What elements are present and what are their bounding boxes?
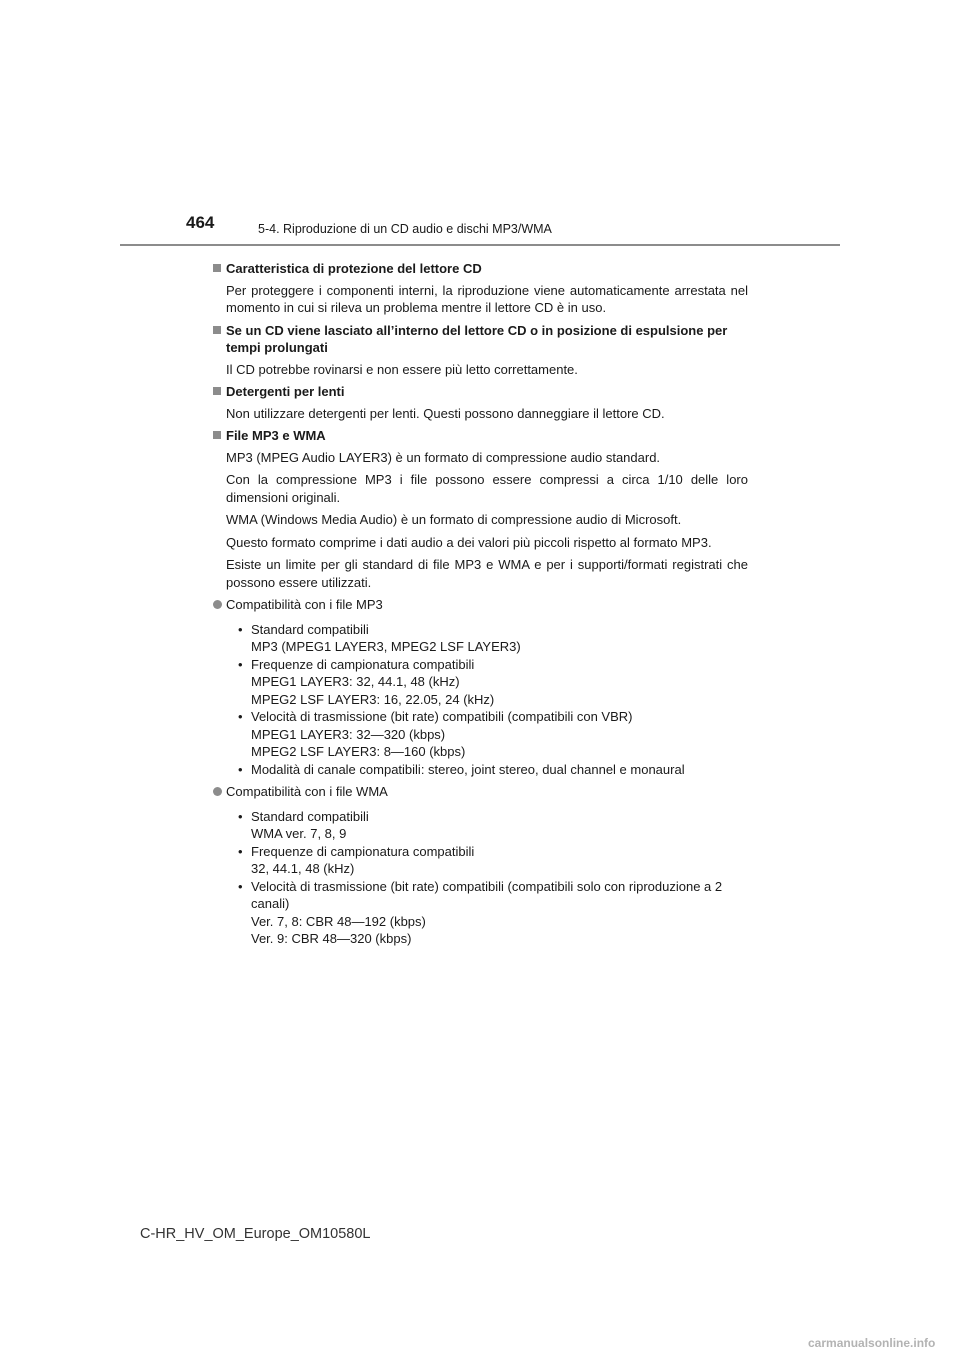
paragraph: Non utilizzare detergenti per lenti. Questi possono danneggiare il lettore CD. xyxy=(226,405,665,421)
paragraph: Il CD potrebbe rovinarsi e non essere più letto correttamente. xyxy=(226,361,578,377)
list-item-detail: MPEG2 LSF LAYER3: 16, 22.05, 24 (kHz) xyxy=(251,691,495,707)
list-item xyxy=(238,843,748,878)
watermark: carmanualsonline.info xyxy=(808,1336,936,1350)
mp3-bullet-list xyxy=(213,621,748,779)
list-item xyxy=(238,708,748,761)
section-title: 5-4. Riproduzione di un CD audio e dischi MP3/WMA xyxy=(258,222,552,236)
heading-lens-cleaners xyxy=(213,383,748,401)
page-number: 464 xyxy=(186,213,215,232)
subheading-text: Compatibilità con i file WMA xyxy=(226,784,388,799)
list-item xyxy=(238,761,748,779)
list-item-label: Velocità di trasmissione (bit rate) compatibili (compatibili solo con riproduzione a 2 canali) xyxy=(251,878,723,911)
heading-mp3-wma-files xyxy=(213,427,748,445)
list-item-detail: MPEG1 LAYER3: 32, 44.1, 48 (kHz) xyxy=(251,674,460,689)
paragraph: Con la compressione MP3 i file possono essere compressi a circa 1/10 delle loro dimensioni originali. xyxy=(226,472,748,505)
list-item-detail: MPEG2 LSF LAYER3: 8—160 (kbps) xyxy=(251,744,466,759)
list-item-label: Frequenze di campionatura compatibili xyxy=(251,843,475,859)
list-item-label: Modalità di canale compatibili: stereo, joint stereo, dual channel e monaural xyxy=(251,761,685,777)
bullet-icon: • xyxy=(238,878,243,894)
list-item xyxy=(238,656,748,709)
wma-bullet-list xyxy=(213,808,748,948)
list-item-detail: MPEG1 LAYER3: 32—320 (kbps) xyxy=(251,726,446,742)
heading-cd-protection xyxy=(213,260,748,278)
list-item xyxy=(238,808,748,843)
paragraph: Per proteggere i componenti interni, la riproduzione viene automaticamente arrestata nel momento in cui si rileva un problema mentre il lettore CD è in uso. xyxy=(226,282,748,315)
square-bullet-icon xyxy=(213,326,221,334)
paragraph: WMA (Windows Media Audio) è un formato di compressione audio di Microsoft. xyxy=(226,512,682,527)
bullet-icon: • xyxy=(238,761,243,777)
square-bullet-icon xyxy=(213,387,221,395)
bullet-icon: • xyxy=(238,656,243,672)
page-content xyxy=(213,255,748,951)
circle-bullet-icon xyxy=(213,600,222,609)
list-item-detail: 32, 44.1, 48 (kHz) xyxy=(251,861,355,876)
list-item-label: Standard compatibili xyxy=(251,808,369,824)
heading-text: Caratteristica di protezione del lettore CD xyxy=(226,261,482,276)
page-header xyxy=(0,0,960,250)
bullet-icon: • xyxy=(238,709,243,724)
subheading-text: Compatibilità con i file MP3 xyxy=(226,597,383,612)
list-item-detail: WMA ver. 7, 8, 9 xyxy=(251,826,347,841)
paragraph: Questo formato comprime i dati audio a dei valori più piccoli rispetto al formato MP3. xyxy=(226,534,712,550)
list-item xyxy=(238,878,748,948)
subheading-mp3-compatibility xyxy=(213,596,748,614)
list-item-detail: Ver. 7, 8: CBR 48—192 (kbps) xyxy=(251,913,426,929)
circle-bullet-icon xyxy=(213,787,222,796)
list-item-detail: Ver. 9: CBR 48—320 (kbps) xyxy=(251,931,412,946)
heading-text: File MP3 e WMA xyxy=(226,428,326,443)
bullet-icon: • xyxy=(238,843,243,859)
list-item xyxy=(238,621,748,656)
bullet-icon: • xyxy=(238,808,243,824)
paragraph: Esiste un limite per gli standard di file MP3 e WMA e per i supporti/formati registrati che possono essere utilizzati. xyxy=(226,557,748,590)
document-id-footer: C-HR_HV_OM_Europe_OM10580L xyxy=(140,1226,371,1242)
square-bullet-icon xyxy=(213,431,221,439)
subheading-wma-compatibility xyxy=(213,783,748,801)
bullet-icon: • xyxy=(238,621,243,637)
header-rule xyxy=(120,244,840,246)
heading-cd-left-inside xyxy=(213,322,748,357)
heading-text: Se un CD viene lasciato all’interno del lettore CD o in posizione di espulsione per tempi prolungati xyxy=(226,322,728,355)
paragraph: MP3 (MPEG Audio LAYER3) è un formato di compressione audio standard. xyxy=(226,449,661,465)
list-item-label: Standard compatibili xyxy=(251,621,369,637)
list-item-label: Velocità di trasmissione (bit rate) compatibili (compatibili con VBR) xyxy=(251,709,633,724)
list-item-detail: MP3 (MPEG1 LAYER3, MPEG2 LSF LAYER3) xyxy=(251,639,521,654)
square-bullet-icon xyxy=(213,264,221,272)
heading-text: Detergenti per lenti xyxy=(226,384,345,399)
list-item-label: Frequenze di campionatura compatibili xyxy=(251,656,475,672)
